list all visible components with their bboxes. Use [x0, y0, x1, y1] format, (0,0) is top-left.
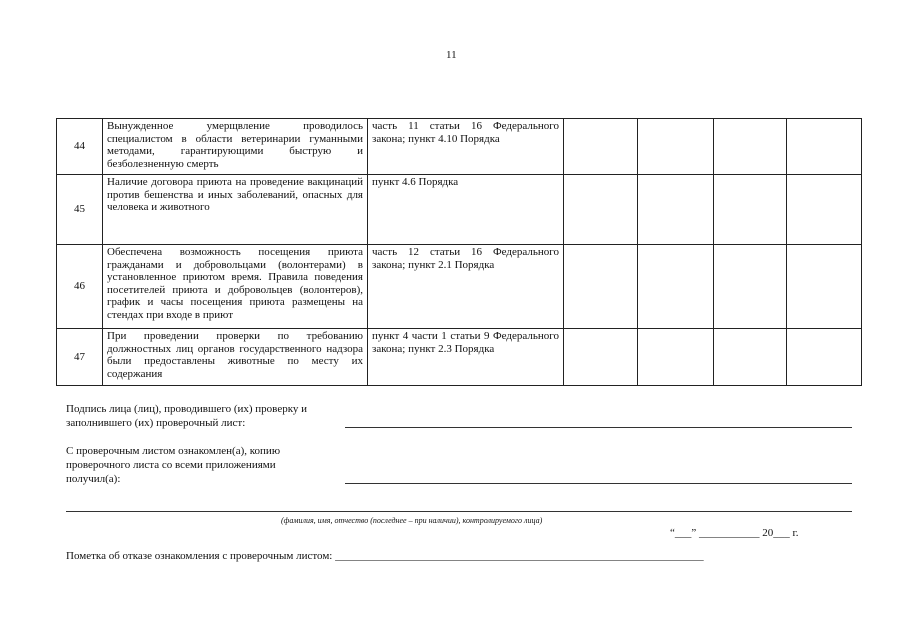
inspector-signature-label: Подпись лица (лиц), проводившего (их) проверку и заполнившего (их) проверочный лист: [66, 403, 308, 429]
requirement-cell: Наличие договора приюта на проведение вакцинаций против бешенства и иных заболеваний, опасных для человека и животного [103, 175, 368, 245]
answer-cell-note[interactable] [787, 119, 862, 175]
date-line[interactable]: “___” ___________ 20___ г. [670, 527, 799, 539]
answer-cell-no[interactable] [638, 329, 714, 386]
reference-cell: пункт 4.6 Порядка [368, 175, 564, 245]
answer-cell-note[interactable] [787, 245, 862, 329]
answer-cell-note[interactable] [787, 175, 862, 245]
inspector-signature-line[interactable] [345, 427, 852, 428]
answer-cell-na[interactable] [714, 175, 787, 245]
reference-cell: часть 12 статьи 16 Федерального закона; пункт 2.1 Порядка [368, 245, 564, 329]
answer-cell-yes[interactable] [564, 175, 638, 245]
fio-caption: (фамилия, имя, отчество (последнее – при наличии), контролируемого лица) [281, 516, 543, 525]
reference-cell: часть 11 статьи 16 Федерального закона; пункт 4.10 Порядка [368, 119, 564, 175]
answer-cell-na[interactable] [714, 119, 787, 175]
reference-cell: пункт 4 части 1 статьи 9 Федерального закона; пункт 2.3 Порядка [368, 329, 564, 386]
fio-line[interactable] [66, 511, 852, 512]
row-number: 45 [57, 175, 103, 245]
requirement-cell: Обеспечена возможность посещения приюта гражданами и добровольцами (волонтерами) в установленное приютом время. Правила поведения посетителей приюта и добровольцев (волонтеров), график и часы посещения приюта размещены на стендах при входе в приют [103, 245, 368, 329]
answer-cell-no[interactable] [638, 119, 714, 175]
answer-cell-no[interactable] [638, 245, 714, 329]
row-number: 47 [57, 329, 103, 386]
checklist-table [56, 118, 862, 386]
answer-cell-yes[interactable] [564, 245, 638, 329]
row-number: 44 [57, 119, 103, 175]
answer-cell-na[interactable] [714, 329, 787, 386]
refusal-note[interactable]: Пометка об отказе ознакомления с проверочным листом: ___________________________________________________________________ [66, 550, 704, 562]
answer-cell-na[interactable] [714, 245, 787, 329]
row-number: 46 [57, 245, 103, 329]
acknowledgement-label: С проверочным листом ознакомлен(а), копию проверочного листа со всеми приложениями получил(а): [66, 445, 281, 485]
answer-cell-yes[interactable] [564, 119, 638, 175]
answer-cell-yes[interactable] [564, 329, 638, 386]
table-row [57, 245, 862, 329]
page-number: 11 [446, 49, 457, 61]
requirement-cell: При проведении проверки по требованию должностных лиц органов государственного надзора были предоставлены животные по месту их содержания [103, 329, 368, 386]
table-row [57, 329, 862, 386]
acknowledgement-signature-line[interactable] [345, 483, 852, 484]
table-row [57, 175, 862, 245]
table-row [57, 119, 862, 175]
answer-cell-no[interactable] [638, 175, 714, 245]
answer-cell-note[interactable] [787, 329, 862, 386]
requirement-cell: Вынужденное умерщвление проводилось специалистом в области ветеринарии гуманными методами, гарантирующими быструю и безболезненную смерть [103, 119, 368, 175]
